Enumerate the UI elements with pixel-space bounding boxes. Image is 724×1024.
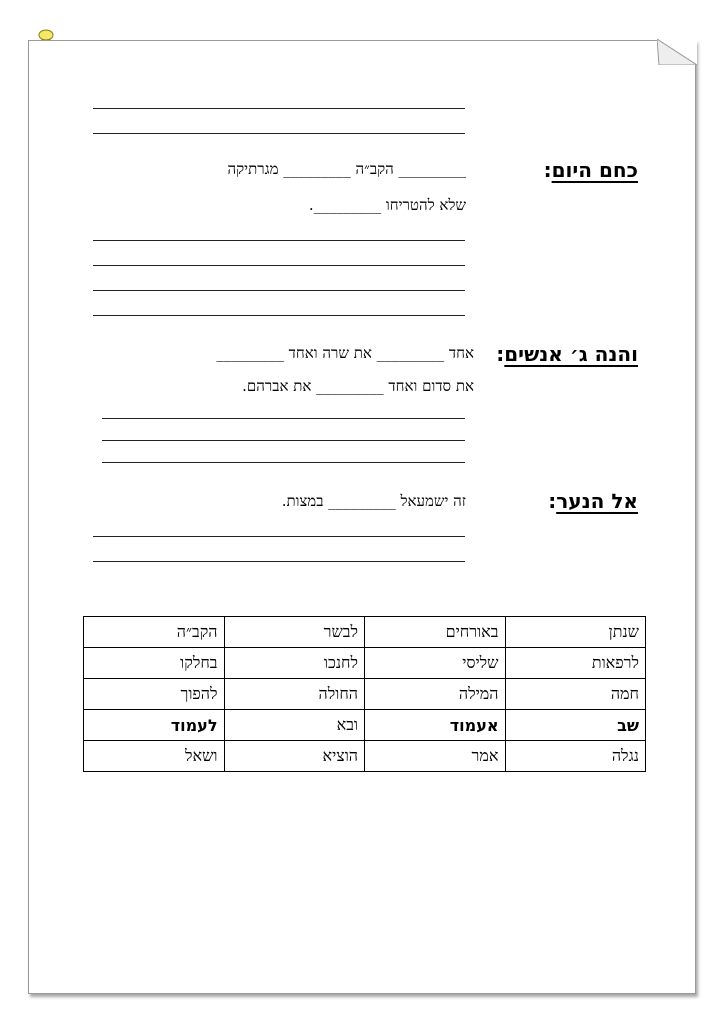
table-row — [84, 679, 646, 710]
section2-heading-colon: : — [496, 342, 505, 366]
answer-line[interactable] — [102, 462, 465, 463]
section1-text-line2: שלא להטריחו _________. — [308, 196, 466, 214]
answer-line[interactable] — [102, 418, 465, 419]
word-bank-cell: להפוך — [84, 679, 225, 710]
word-bank-cell: ושאל — [84, 741, 225, 772]
section3-text-line1: זה ישמעאל _________ במצות. — [281, 492, 466, 510]
word-bank-cell: בחלקו — [84, 648, 225, 679]
section2-heading — [496, 342, 638, 366]
answer-line[interactable] — [93, 315, 465, 316]
word-bank-cell: נגלה — [505, 741, 646, 772]
table-row — [84, 617, 646, 648]
table-row — [84, 710, 646, 741]
word-bank-cell: ובא — [224, 710, 365, 741]
word-bank-cell: חמה — [505, 679, 646, 710]
word-bank-cell: החולה — [224, 679, 365, 710]
section3-heading-colon: : — [548, 489, 557, 513]
answer-line[interactable] — [93, 290, 465, 291]
word-bank-cell: לרפאות — [505, 648, 646, 679]
section1-text-line1: _________ הקב״ה _________ מגרתיקה — [227, 160, 466, 178]
word-bank-cell: לעמוד — [84, 710, 225, 741]
answer-line[interactable] — [93, 265, 465, 266]
section1-heading-text: כחם היום — [551, 158, 638, 182]
answer-line[interactable] — [93, 240, 465, 241]
worksheet-page — [28, 40, 696, 994]
table-row — [84, 741, 646, 772]
word-bank-cell: לבשר — [224, 617, 365, 648]
answer-line[interactable] — [102, 440, 465, 441]
folded-corner — [657, 39, 697, 65]
word-bank-cell: הקב״ה — [84, 617, 225, 648]
section1-heading — [544, 158, 638, 182]
word-bank-cell: המילה — [365, 679, 506, 710]
answer-line[interactable] — [93, 536, 465, 537]
word-bank-cell: באורחים — [365, 617, 506, 648]
word-bank-cell: לחנכו — [224, 648, 365, 679]
section2-heading-text: והנה ג׳ אנשים — [504, 342, 638, 366]
table-row — [84, 648, 646, 679]
section2-text-line2: את סדום ואחד _________ את אברהם. — [242, 377, 474, 395]
word-bank-cell: הוציא — [224, 741, 365, 772]
answer-line[interactable] — [93, 561, 465, 562]
answer-line[interactable] — [93, 108, 465, 109]
word-bank-cell: אעמוד — [365, 710, 506, 741]
section3-heading-text: אל הנער — [556, 489, 638, 513]
word-bank-cell: שנתן — [505, 617, 646, 648]
word-bank-cell: אמר — [365, 741, 506, 772]
word-bank-cell: שליסי — [365, 648, 506, 679]
section1-heading-colon: : — [543, 158, 552, 182]
section2-text-line1: אחד _________ את שרה ואחד _________ — [216, 344, 474, 362]
word-bank-cell: שב — [505, 710, 646, 741]
section3-heading — [548, 489, 638, 513]
answer-line[interactable] — [93, 133, 465, 134]
word-bank-table — [83, 616, 646, 772]
